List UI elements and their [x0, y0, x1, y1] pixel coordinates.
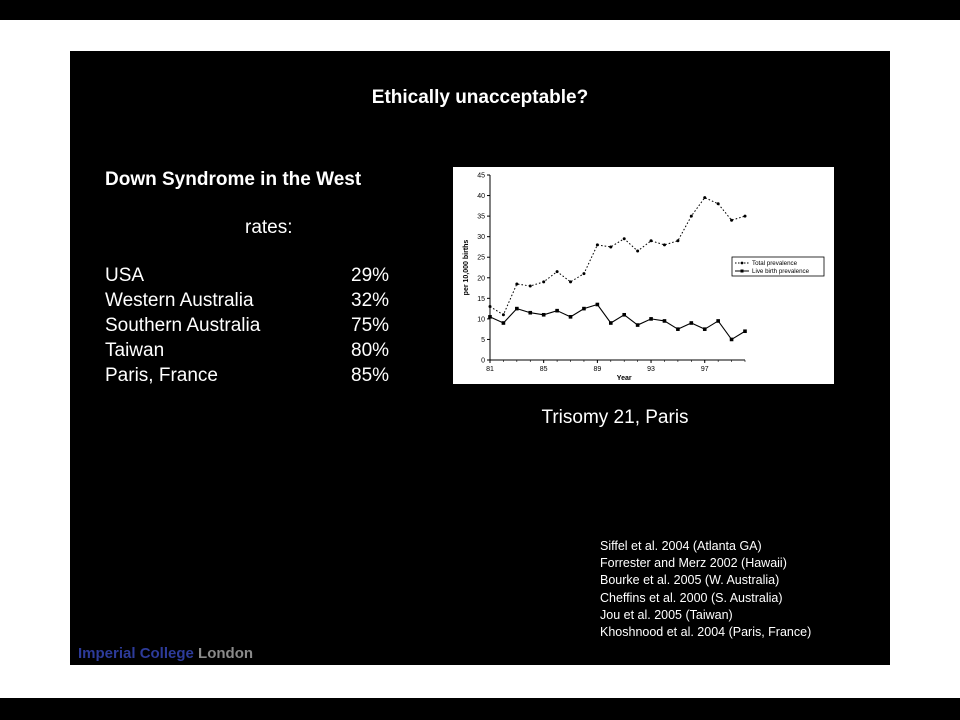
- legend-entry-label: Total prevalence: [752, 260, 798, 268]
- total-prevalence-point: [730, 219, 733, 222]
- prevalence-chart: [453, 167, 834, 384]
- reference-item: Jou et al. 2005 (Taiwan): [600, 607, 733, 622]
- legend-entry-label: Live birth prevalence: [752, 268, 810, 276]
- rate-row: [105, 365, 405, 390]
- x-tick-label: 89: [593, 366, 602, 373]
- rate-region: Southern Australia: [105, 315, 261, 336]
- live-birth-prevalence-point: [622, 313, 626, 317]
- rate-region: Taiwan: [105, 340, 165, 361]
- y-axis-label: per 10,000 births: [463, 239, 470, 296]
- total-prevalence-point: [744, 215, 747, 218]
- legend-swatch-marker: [741, 262, 744, 265]
- rate-value: 80%: [351, 340, 390, 361]
- total-prevalence-point: [663, 243, 666, 246]
- total-prevalence-point: [489, 305, 492, 308]
- y-tick-label: 30: [477, 234, 485, 242]
- live-birth-prevalence-point: [528, 311, 532, 315]
- x-axis-label: Year: [616, 375, 632, 382]
- rate-row: [105, 265, 405, 290]
- live-birth-prevalence-point: [703, 327, 707, 331]
- logo-london-text: London: [198, 645, 254, 662]
- x-tick-label: 81: [486, 366, 494, 373]
- live-birth-prevalence-point: [663, 319, 667, 323]
- total-prevalence-line: [490, 198, 745, 315]
- y-tick-label: 10: [477, 316, 485, 324]
- section-heading: Down Syndrome in the West: [105, 169, 362, 190]
- legend-swatch-marker: [741, 270, 744, 273]
- total-prevalence-point: [515, 282, 518, 285]
- live-birth-prevalence-line: [490, 305, 745, 340]
- reference-item: Cheffins et al. 2000 (S. Australia): [600, 590, 783, 605]
- live-birth-prevalence-point: [488, 315, 492, 319]
- reference-item: Forrester and Merz 2002 (Hawaii): [600, 556, 787, 571]
- reference-item: Bourke et al. 2005 (W. Australia): [600, 573, 780, 588]
- total-prevalence-point: [609, 245, 612, 248]
- total-prevalence-point: [676, 239, 679, 242]
- rate-region: Paris, France: [105, 365, 218, 386]
- live-birth-prevalence-point: [690, 321, 694, 325]
- letterbox-top: [0, 0, 960, 20]
- total-prevalence-point: [623, 237, 626, 240]
- live-birth-prevalence-point: [569, 315, 573, 319]
- rate-value: 32%: [351, 290, 390, 311]
- live-birth-prevalence-point: [649, 317, 653, 321]
- rate-row: [105, 290, 405, 315]
- rates-list: [105, 265, 405, 390]
- chart-panel: [453, 167, 834, 384]
- live-birth-prevalence-point: [582, 307, 586, 311]
- chart-caption: Trisomy 21, Paris: [541, 407, 689, 428]
- y-tick-label: 25: [477, 254, 485, 262]
- live-birth-prevalence-point: [636, 323, 640, 327]
- live-birth-prevalence-point: [716, 319, 720, 323]
- total-prevalence-point: [703, 196, 706, 199]
- x-tick-label: 97: [700, 366, 709, 373]
- total-prevalence-point: [582, 272, 585, 275]
- rate-value: 85%: [351, 365, 390, 386]
- letterbox-bottom: [0, 698, 960, 720]
- y-tick-label: 0: [481, 357, 485, 365]
- y-tick-label: 35: [477, 213, 485, 221]
- total-prevalence-point: [556, 270, 559, 273]
- total-prevalence-point: [596, 243, 599, 246]
- slide: [70, 51, 890, 665]
- imperial-college-logo: [78, 645, 253, 662]
- y-tick-label: 40: [477, 193, 485, 201]
- y-tick-label: 15: [477, 295, 485, 303]
- total-prevalence-point: [542, 280, 545, 283]
- total-prevalence-point: [569, 280, 572, 283]
- total-prevalence-point: [502, 313, 505, 316]
- live-birth-prevalence-point: [743, 329, 747, 333]
- slide-title: Ethically unacceptable?: [371, 87, 589, 108]
- rate-row: [105, 340, 405, 365]
- total-prevalence-point: [636, 250, 639, 253]
- live-birth-prevalence-point: [515, 307, 519, 311]
- y-tick-label: 5: [481, 336, 485, 344]
- rates-label: rates:: [245, 217, 293, 238]
- total-prevalence-point: [529, 285, 532, 288]
- rate-value: 75%: [351, 315, 390, 336]
- reference-item: Khoshnood et al. 2004 (Paris, France): [600, 625, 812, 640]
- live-birth-prevalence-point: [596, 303, 600, 307]
- y-tick-label: 45: [477, 172, 485, 180]
- rate-region: Western Australia: [105, 290, 254, 311]
- x-tick-label: 85: [539, 366, 548, 373]
- total-prevalence-point: [650, 239, 653, 242]
- rate-region: USA: [105, 265, 145, 286]
- live-birth-prevalence-point: [676, 327, 680, 331]
- x-tick-label: 93: [647, 366, 655, 373]
- live-birth-prevalence-point: [502, 321, 506, 325]
- total-prevalence-point: [690, 215, 693, 218]
- total-prevalence-point: [717, 202, 720, 205]
- live-birth-prevalence-point: [609, 321, 613, 325]
- live-birth-prevalence-point: [555, 309, 559, 313]
- references-list: [600, 538, 811, 641]
- rate-value: 29%: [351, 265, 390, 286]
- reference-item: Siffel et al. 2004 (Atlanta GA): [600, 539, 762, 553]
- logo-imperial-text: Imperial College: [78, 645, 194, 662]
- y-tick-label: 20: [477, 275, 485, 283]
- live-birth-prevalence-point: [542, 313, 546, 317]
- live-birth-prevalence-point: [730, 338, 734, 342]
- rate-row: [105, 315, 405, 340]
